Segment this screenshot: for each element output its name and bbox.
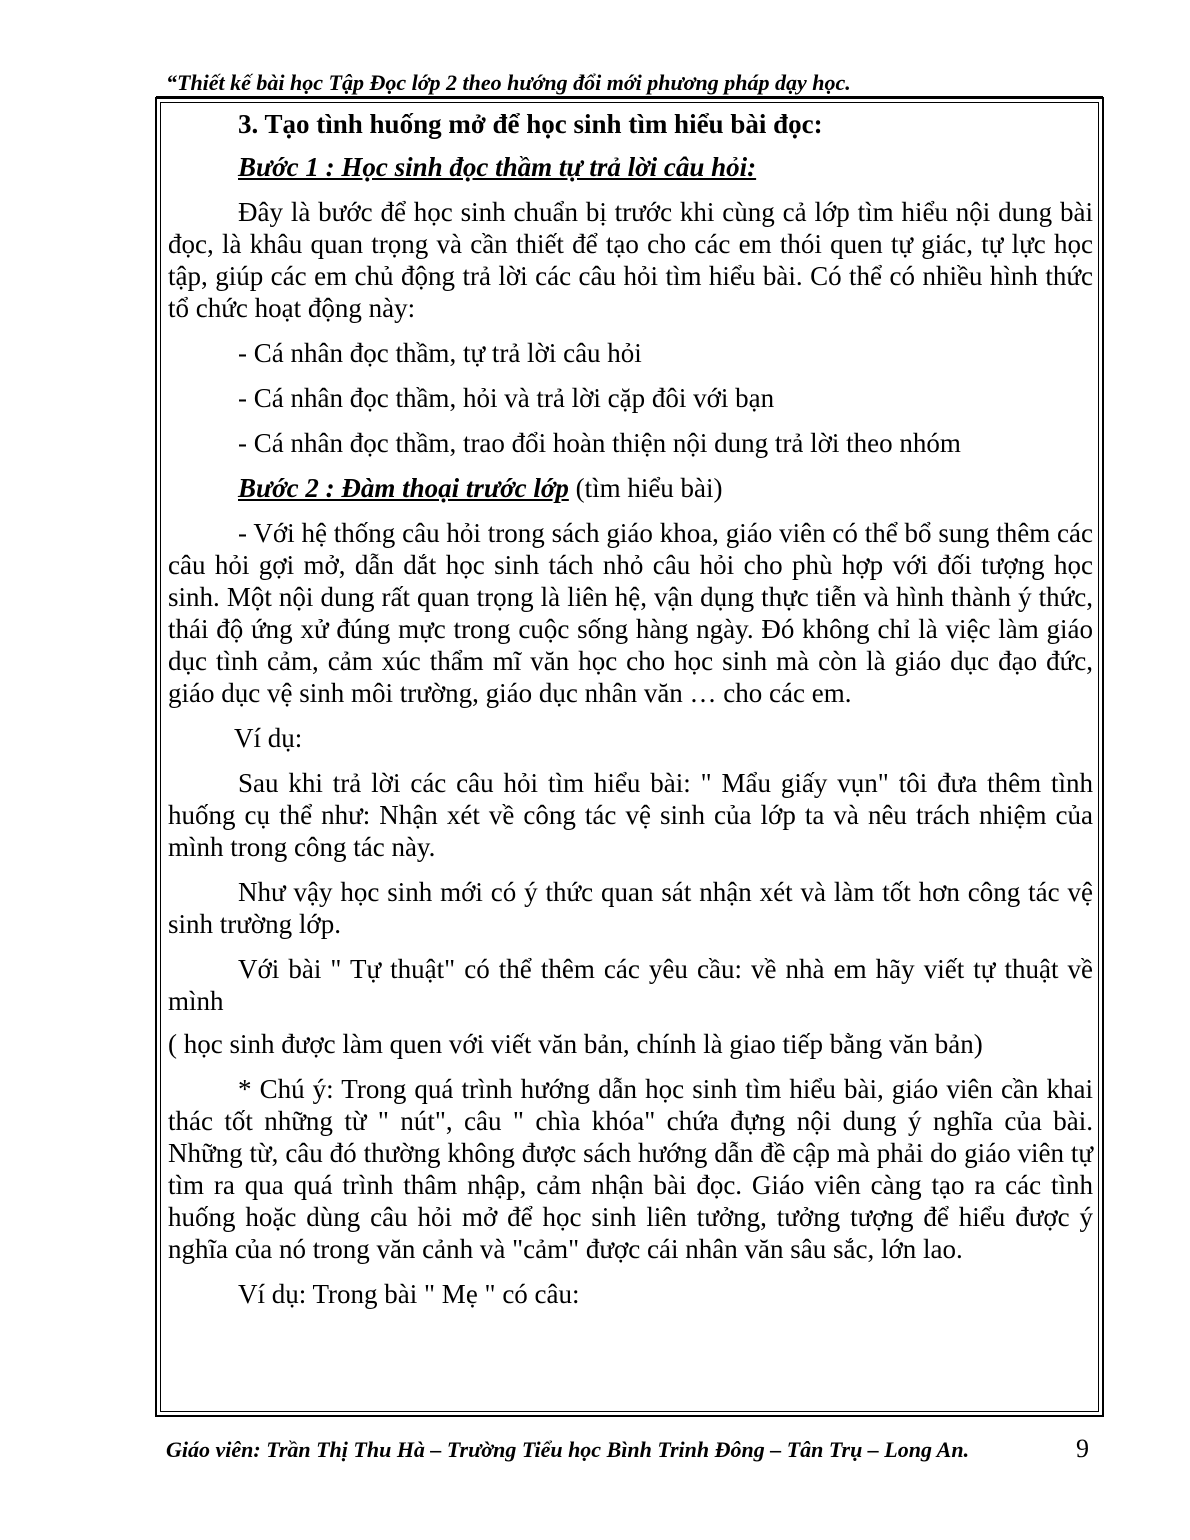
bullet-item: - Cá nhân đọc thầm, trao đổi hoàn thiện nội dung trả lời theo nhóm (238, 428, 961, 458)
section-heading: 3. Tạo tình huống mở để học sinh tìm hiểu bài đọc: (238, 109, 823, 139)
example2-paragraph: Ví dụ: Trong bài " Mẹ " có câu: (238, 1279, 580, 1309)
step1-intro: Đây là bước để học sinh chuẩn bị trước khi cùng cả lớp tìm hiểu nội dung bài đọc, là khâu quan trọng và cần thiết để tạo cho các em thói quen tự giác, tự lực học tập, giúp các em chủ động trả lời các câu hỏi tìm hiểu bài. Có thể có nhiều hình thức tổ chức hoạt động này: (168, 197, 1093, 323)
step2-title: Bước 2 : Đàm thoại trước lớp (238, 473, 569, 503)
step2-note: (tìm hiểu bài) (568, 473, 723, 503)
tu-thuat-note: ( học sinh được làm quen với viết văn bản, chính là giao tiếp bằng văn bản) (168, 1029, 983, 1059)
document-header: “Thiết kế bài học Tập Đọc lớp 2 theo hướng đổi mới phương pháp dạy học. (166, 70, 851, 95)
conclusion-paragraph: Như vậy học sinh mới có ý thức quan sát nhận xét và làm tốt hơn công tác vệ sinh trường lớp. (168, 877, 1093, 939)
page-number: 9 (1076, 1434, 1089, 1463)
tu-thuat-paragraph: Với bài " Tự thuật" có thể thêm các yêu cầu: về nhà em hãy viết tự thuật về mình (168, 954, 1093, 1016)
example1-label: Ví dụ: (234, 723, 303, 753)
bullet-item: - Cá nhân đọc thầm, hỏi và trả lời cặp đôi với bạn (238, 383, 775, 413)
note-paragraph: * Chú ý: Trong quá trình hướng dẫn học sinh tìm hiểu bài, giáo viên cần khai thác tốt những từ " nút", câu " chìa khóa" chứa đựng nội dung ý nghĩa của bài. Những từ, câu đó thường không được sách hướng dẫn đề cập mà phải do giáo viên tự tìm ra qua quá trình thâm nhập, cảm nhận bài đọc. Giáo viên càng tạo ra các tình huống hoặc dùng câu hỏi mở để học sinh liên tưởng, tưởng tượng để hiểu được ý nghĩa của nó trong văn cảnh và "cảm" được cái nhân văn sâu sắc, lớn lao. (168, 1074, 1093, 1264)
footer-author: Giáo viên: Trần Thị Thu Hà – Trường Tiểu học Bình Trinh Đông – Tân Trụ – Long An. (166, 1437, 970, 1462)
example1-paragraph: Sau khi trả lời các câu hỏi tìm hiểu bài: " Mẩu giấy vụn" tôi đưa thêm tình huống cụ thể như: Nhận xét về công tác vệ sinh của lớp ta và nêu trách nhiệm của mình trong công tác này. (168, 768, 1093, 862)
step1-title: Bước 1 : Học sinh đọc thầm tự trả lời câu hỏi: (238, 152, 757, 182)
page-content (168, 100, 1093, 1310)
step1-heading (168, 151, 1093, 183)
bullet-item: - Cá nhân đọc thầm, tự trả lời câu hỏi (238, 338, 642, 368)
step2-paragraph: - Với hệ thống câu hỏi trong sách giáo khoa, giáo viên có thể bổ sung thêm các câu hỏi gợi mở, dẫn dắt học sinh tách nhỏ câu hỏi cho phù hợp với đối tượng học sinh. Một nội dung rất quan trọng là liên hệ, vận dụng thực tiễn và hình thành ý thức, thái độ ứng xử đúng mực trong cuộc sống hàng ngày. Đó không chỉ là việc làm giáo dục tình cảm, cảm xúc thẩm mĩ văn học cho học sinh mà còn là giáo dục đạo đức, giáo dục vệ sinh môi trường, giáo dục nhân văn … cho các em. (168, 518, 1093, 708)
step2-heading (168, 472, 1093, 504)
